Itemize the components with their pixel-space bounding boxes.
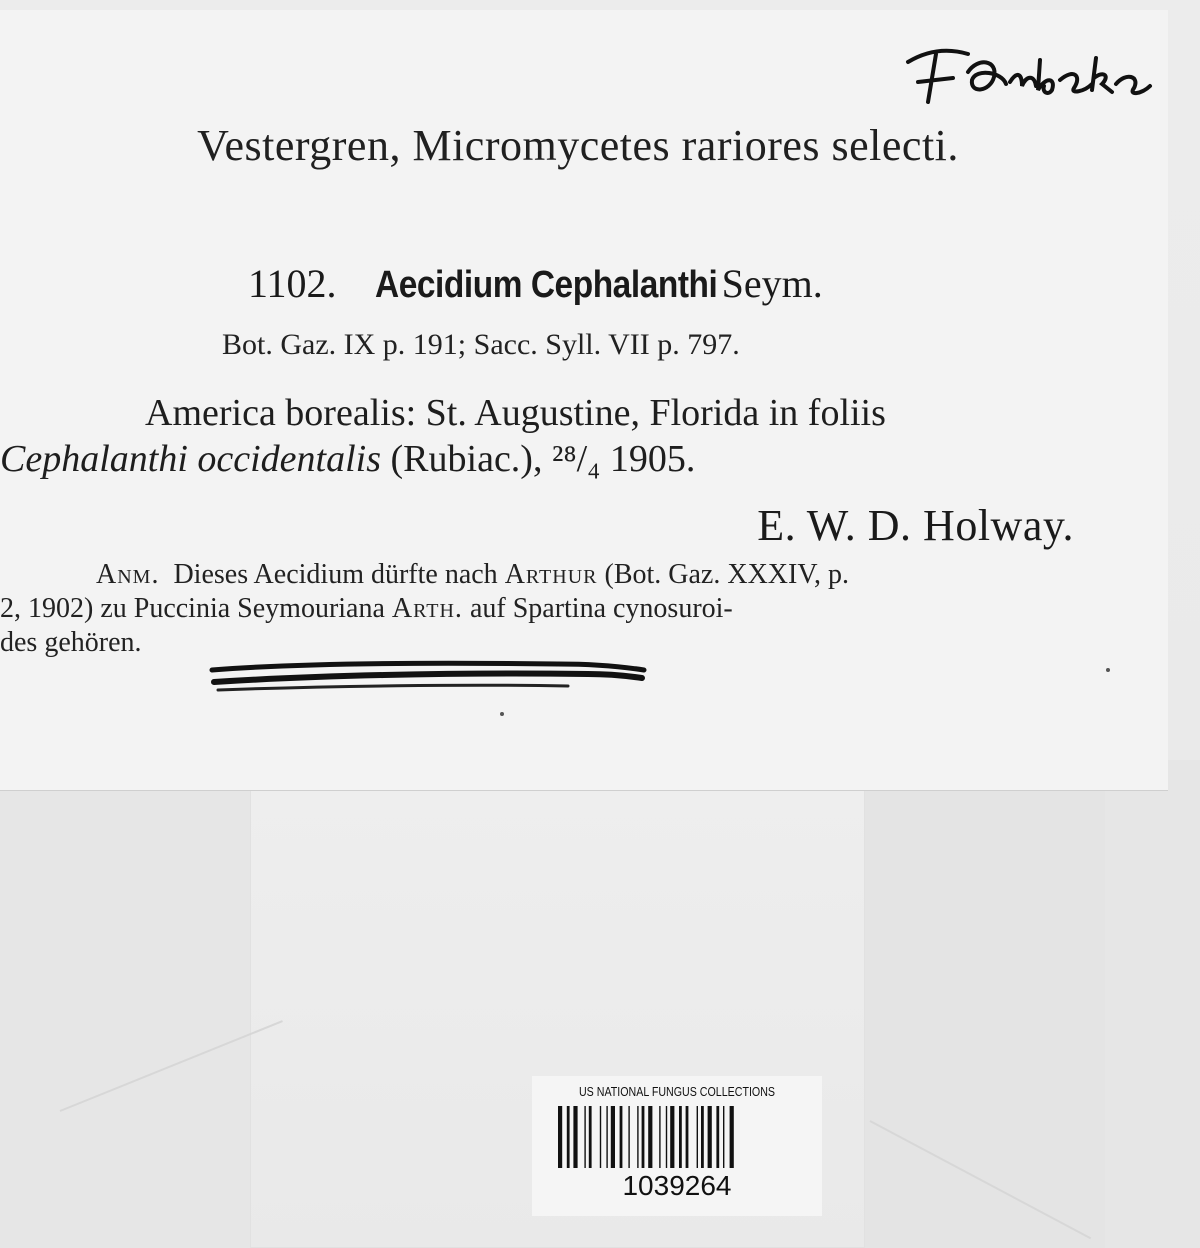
packet-flap bbox=[865, 790, 1105, 1248]
handwritten-annotation bbox=[898, 32, 1158, 112]
host-line bbox=[0, 436, 1120, 482]
species-line bbox=[248, 260, 1108, 307]
speck bbox=[1106, 668, 1110, 672]
species-author: Seym. bbox=[721, 261, 823, 306]
note-block bbox=[0, 558, 1168, 660]
barcode-caption: US NATIONAL FUNGUS COLLECTIONS bbox=[578, 1084, 776, 1099]
locality-line: America borealis: St. Augustine, Florida in foliis bbox=[145, 392, 886, 434]
species-name: Aecidium Cephalanthi bbox=[374, 264, 717, 306]
speck bbox=[500, 712, 504, 716]
barcode-label bbox=[532, 1076, 822, 1216]
barcode-number: 1039264 bbox=[622, 1170, 732, 1201]
note-line-2: 2, 1902) zu Puccinia Seymouriana Arth. auf Spartina cynosuroi- bbox=[0, 593, 733, 624]
barcode-bars bbox=[556, 1106, 796, 1168]
note-line-3: des gehören. bbox=[0, 627, 142, 658]
host-name: Cephalanthi occidentalis bbox=[0, 438, 382, 480]
locality-block bbox=[0, 390, 1120, 482]
specimen-label bbox=[0, 10, 1168, 790]
host-family-date: (Rubiac.), ²⁸/₄ 1905. bbox=[381, 438, 696, 480]
strikethrough-mark bbox=[208, 656, 648, 696]
collector-name: E. W. D. Holway. bbox=[757, 501, 1074, 550]
literature-reference: Bot. Gaz. IX p. 191; Sacc. Syll. VII p. 797. bbox=[222, 328, 740, 361]
note-line-1: Anm. Dieses Aecidium dürfte nach Arthur (Bot. Gaz. XXXIV, p. bbox=[96, 559, 849, 590]
series-title: Vestergren, Micromycetes rariores selecti. bbox=[197, 121, 959, 170]
exsiccata-number: 1102. bbox=[248, 261, 337, 306]
